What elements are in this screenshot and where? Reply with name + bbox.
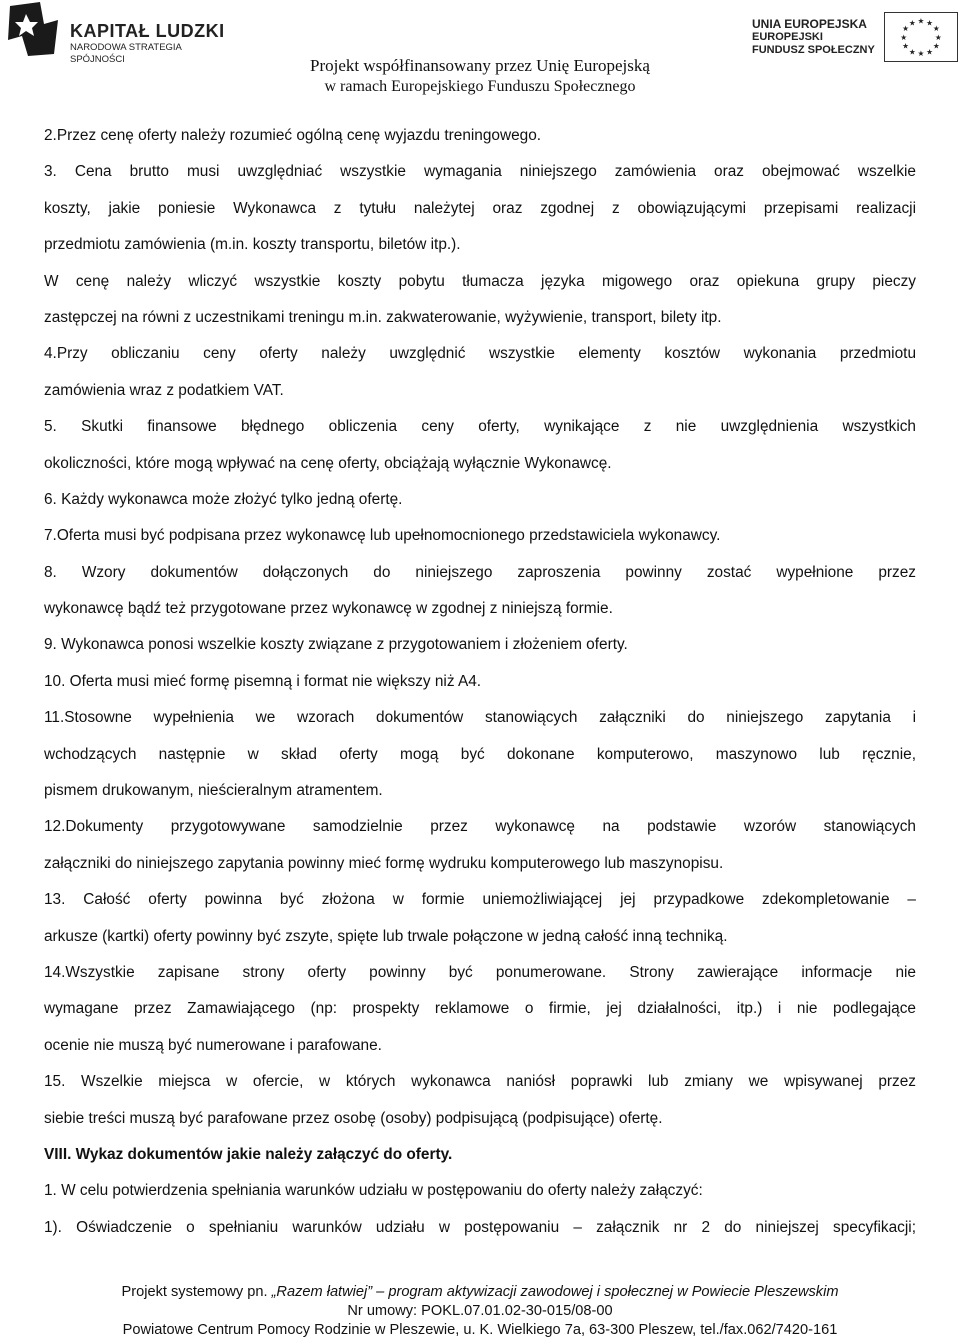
svg-text:★: ★ (926, 18, 934, 28)
svg-text:★: ★ (934, 32, 942, 42)
text-line: 4.Przy obliczaniu ceny oferty należy uwzględnić wszystkie elementy kosztów wykonania przedmiotu (44, 345, 916, 363)
text-line: 3. Cena brutto musi uwzględniać wszystkie wymagania niniejszego zamówienia oraz obejmować wszelkie (44, 163, 916, 181)
eu-flag-icon (884, 12, 958, 62)
svg-text:★: ★ (900, 32, 908, 42)
text-line: 15. Wszelkie miejsca w ofercie, w których wykonawca naniósł poprawki lub zmiany we wpisywanej przez (44, 1073, 916, 1091)
text-line: przedmiotu zamówienia (m.in. koszty transportu, biletów itp.). (44, 236, 461, 254)
kapital-ludzki-title: KAPITAŁ LUDZKI (70, 21, 225, 41)
footer-line-1 (0, 1283, 960, 1302)
text-line: wykonawcę bądź też przygotowane przez wykonawcę w zgodnej z niniejszą formie. (44, 600, 613, 618)
footer-line-2: Nr umowy: POKL.07.01.02-30-015/08-00 (347, 1303, 613, 1319)
svg-text:★: ★ (932, 24, 940, 34)
svg-text:★: ★ (926, 47, 934, 57)
text-line: wymagane przez Zamawiającego (np: prospekty reklamowe o firmie, jej działalności, itp.) i nie podlegające (44, 1000, 916, 1018)
cofinance-line-1: Projekt współfinansowany przez Unię Europejską (310, 56, 650, 75)
text-line: 13. Całość oferty powinna być złożona w formie uniemożliwiającej jej przypadkowe zdekompletowanie – (44, 891, 916, 909)
text-line: 10. Oferta musi mieć formę pisemną i format nie większy niż A4. (44, 672, 482, 690)
svg-text:★: ★ (902, 24, 910, 34)
cofinance-line-2: w ramach Europejskiego Funduszu Społecznego (324, 78, 636, 95)
svg-text:★: ★ (917, 16, 925, 26)
document-body (44, 118, 916, 1246)
footer-line-1-prefix: Projekt systemowy pn. (121, 1284, 272, 1300)
text-line: pismem drukowanym, nieścieralnym atramentem. (44, 782, 383, 800)
svg-text:★: ★ (932, 41, 940, 51)
text-line: 6. Każdy wykonawca może złożyć tylko jedną ofertę. (44, 490, 403, 508)
text-line: wchodzących następnie w skład oferty mogą być dokonane komputerowo, maszynowo lub ręcznie, (44, 745, 916, 763)
text-line: 14.Wszystkie zapisane strony oferty powinny być ponumerowane. Strony zawierające informacje nie (44, 963, 916, 981)
text-line: arkusze (kartki) oferty powinny być zszyte, spięte lub trwale połączone w jedną całość inną techniką. (44, 927, 728, 945)
svg-text:★: ★ (908, 18, 916, 28)
kapital-ludzki-logo (6, 0, 236, 65)
text-line: załączniki do niniejszego zapytania powinny mieć formę wydruku komputerowego lub maszynopisu. (44, 854, 724, 872)
text-line: zastępczej na równi z uczestnikami treningu m.in. zakwaterowanie, wyżywienie, transport, bilety itp. (44, 308, 722, 326)
svg-text:★: ★ (908, 47, 916, 57)
kapital-ludzki-subtitle: NARODOWA STRATEGIA SPÓJNOŚCI (70, 42, 182, 65)
svg-text:★: ★ (917, 49, 925, 59)
svg-text:★: ★ (902, 41, 910, 51)
footer-line-3: Powiatowe Centrum Pomocy Rodzinie w Pleszewie, u. K. Wielkiego 7a, 63-300 Pleszew, tel./fax.062/7420-161 (122, 1322, 838, 1338)
page-footer (0, 1283, 960, 1340)
text-line: 5. Skutki finansowe błędnego obliczenia ceny oferty, wynikające z nie uwzględnienia wszystkich (44, 418, 916, 436)
text-line: 1. W celu potwierdzenia spełniania warunków udziału w postępowaniu do oferty należy załączyć: (44, 1182, 703, 1200)
footer-line-1-italic: „Razem łatwiej” – program aktywizacji zawodowej i społecznej w Powiecie Pleszewskim (271, 1284, 839, 1300)
text-line: ocenie nie muszą być numerowane i parafowane. (44, 1036, 382, 1054)
text-line: 12.Dokumenty przygotowywane samodzielnie przez wykonawcę na podstawie wzorów stanowiących (44, 818, 916, 836)
kapital-ludzki-emblem-icon (6, 0, 62, 58)
text-line: 1). Oświadczenie o spełnianiu warunków udziału w postępowaniu – załącznik nr 2 do niniejszej specyfikacji; (44, 1218, 916, 1236)
text-line: koszty, jakie poniesie Wykonawca z tytułu należytej oraz zgodnej z obowiązującymi przepisami realizacji (44, 199, 916, 217)
eu-line-3: FUNDUSZ SPOŁECZNY (752, 44, 875, 56)
text-line: siebie treści muszą być parafowane przez osobę (osoby) podpisującą (podpisujące) ofertę. (44, 1109, 663, 1127)
text-line: 8. Wzory dokumentów dołączonych do niniejszego zaproszenia powinny zostać wypełnione przez (44, 563, 916, 581)
section-heading: VIII. Wykaz dokumentów jakie należy załączyć do oferty. (44, 1145, 453, 1163)
text-line: 7.Oferta musi być podpisana przez wykonawcę lub upełnomocnionego przedstawiciela wykonawcy. (44, 527, 721, 545)
text-line: 11.Stosowne wypełnienia we wzorach dokumentów stanowiących załączniki do niniejszego zapytania i (44, 709, 916, 727)
text-line: 9. Wykonawca ponosi wszelkie koszty związane z przygotowaniem i złożeniem oferty. (44, 636, 628, 654)
text-line: zamówienia wraz z podatkiem VAT. (44, 381, 284, 399)
text-line: 2.Przez cenę oferty należy rozumieć ogólną cenę wyjazdu treningowego. (44, 127, 542, 144)
text-line: okoliczności, które mogą wpływać na cenę oferty, obciążają wyłącznie Wykonawcę. (44, 454, 612, 472)
eu-line-2: EUROPEJSKI (752, 31, 823, 43)
eu-line-1: UNIA EUROPEJSKA (752, 17, 867, 31)
text-line: W cenę należy wliczyć wszystkie koszty pobytu tłumacza języka migowego oraz opiekuna grupy pieczy (44, 272, 916, 290)
